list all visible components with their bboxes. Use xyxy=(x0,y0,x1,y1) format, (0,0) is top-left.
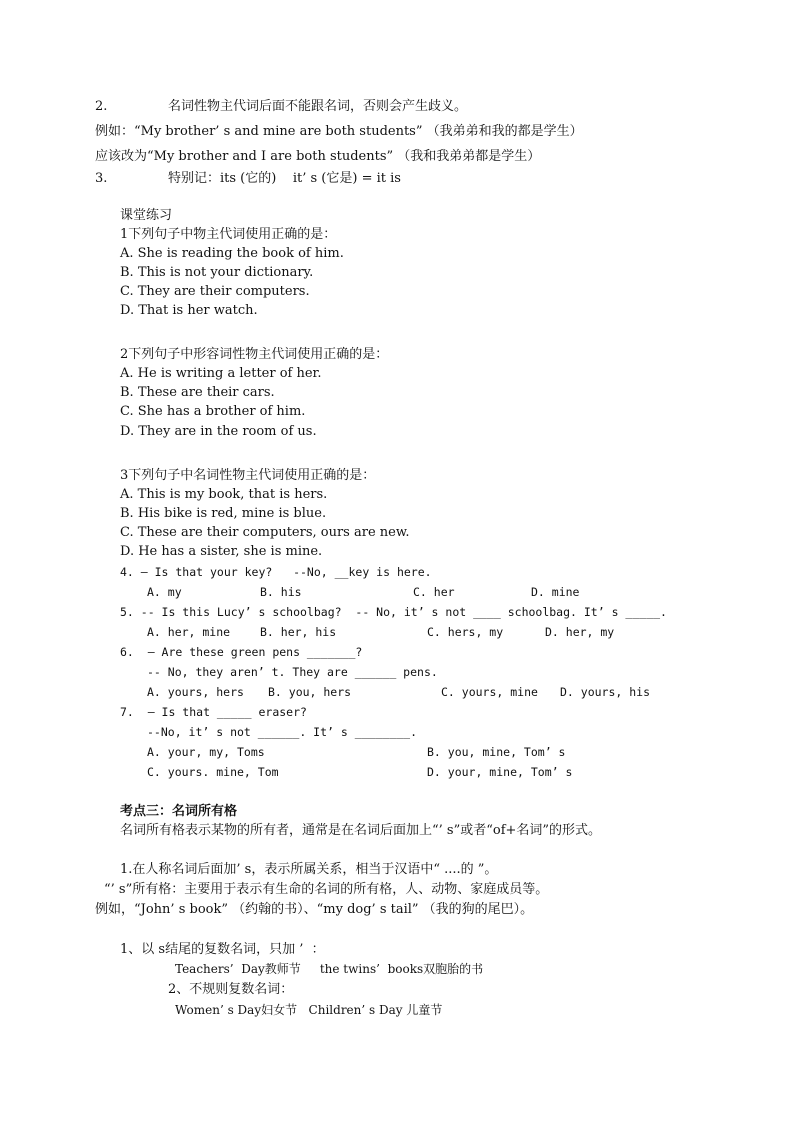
question-6-option-d: D. yours, his xyxy=(560,685,651,699)
question-4-option-d: D. mine xyxy=(531,585,580,599)
question-3-option-b: B. His bike is red, mine is blue. xyxy=(120,506,327,521)
question-3-stem: 3下列句子中名词性物主代词使用正确的是： xyxy=(120,468,376,483)
question-2-option-a: A. He is writing a letter of her. xyxy=(120,366,322,381)
question-6-reply: -- No, they aren’ t. They are ______ pens. xyxy=(147,665,438,679)
question-1-option-a: A. She is reading the book of him. xyxy=(120,246,344,261)
question-6-option-a: A. yours, hers xyxy=(147,685,244,699)
question-2-option-d: D. They are in the room of us. xyxy=(120,424,317,439)
question-2-stem: 2下列句子中形容词性物主代词使用正确的是： xyxy=(120,347,389,362)
question-6-option-b: B. you, hers xyxy=(268,685,352,699)
section-3-rule-1: 1.在人称名词后面加’ s，表示所属关系，相当于汉语中“ ....的 ”。 xyxy=(120,862,498,877)
question-5-option-a: A. her, mine xyxy=(147,625,231,639)
question-7-option-a: A. your, my, Toms xyxy=(147,745,265,759)
question-6-stem: 6. – Are these green pens _______? xyxy=(120,645,363,659)
question-4-option-a: A. my xyxy=(147,585,182,599)
section-3-subrule-2-example: Women’ s Day妇女节 Children’ s Day 儿童节 xyxy=(175,1003,443,1017)
question-7-option-c: C. yours. mine, Tom xyxy=(147,765,279,779)
section-3-title: 考点三：名词所有格 xyxy=(120,804,238,819)
question-4-stem: 4. — Is that your key? --No, __key is here. xyxy=(120,565,432,579)
correction-line: 应该改为“My brother and I are both students” （我和我弟弟都是学生） xyxy=(95,149,541,164)
section-3-intro: 名词所有格表示某物的所有者，通常是在名词后面加上“’ s”或者“of+名词”的形式。 xyxy=(120,823,602,838)
section-3-subrule-2: 2、不规则复数名词： xyxy=(168,982,294,997)
question-7-reply: --No, it’ s not ______. It’ s ________. xyxy=(147,725,418,739)
question-5-option-c: C. hers, my xyxy=(427,625,504,639)
practice-title: 课堂练习 xyxy=(120,208,173,223)
question-4-option-c: C. her xyxy=(413,585,455,599)
question-1-option-d: D. That is her watch. xyxy=(120,303,258,318)
point-2-number: 2. xyxy=(95,99,108,114)
section-3-example: 例如，“John’ s book” （约翰的书）、“my dog’ s tail” （我的狗的尾巴）。 xyxy=(95,902,534,917)
question-7-stem: 7. – Is that _____ eraser? xyxy=(120,705,307,719)
question-5-option-b: B. her, his xyxy=(260,625,337,639)
point-3-number: 3. xyxy=(95,171,108,186)
question-3-option-a: A. This is my book, that is hers. xyxy=(120,487,328,502)
section-3-subrule-1-example: Teachers’ Day教师节 the twins’ books双胞胎的书 xyxy=(175,962,484,976)
question-7-option-d: D. your, mine, Tom’ s xyxy=(427,765,573,779)
section-3-rule-1-desc: “’ s”所有格：主要用于表示有生命的名词的所有格，人、动物、家庭成员等。 xyxy=(104,882,549,897)
question-1-option-b: B. This is not your dictionary. xyxy=(120,265,314,280)
question-5-stem: 5. -- Is this Lucy’ s schoolbag? -- No, it’ s not ____ schoolbag. It’ s _____. xyxy=(120,605,667,619)
example-line: 例如：“My brother’ s and mine are both students” （我弟弟和我的都是学生） xyxy=(95,124,583,139)
question-1-option-c: C. They are their computers. xyxy=(120,284,310,299)
question-6-option-c: C. yours, mine xyxy=(441,685,538,699)
question-4-option-b: B. his xyxy=(260,585,302,599)
point-3-text: 特别记：its (它的) it’ s (它是) = it is xyxy=(168,171,401,186)
question-5-option-d: D. her, my xyxy=(545,625,615,639)
question-3-option-d: D. He has a sister, she is mine. xyxy=(120,544,323,559)
question-7-option-b: B. you, mine, Tom’ s xyxy=(427,745,566,759)
question-1-stem: 1下列句子中物主代词使用正确的是： xyxy=(120,227,337,242)
section-3-subrule-1: 1、以 s结尾的复数名词，只加 ’ ： xyxy=(120,942,325,957)
question-2-option-c: C. She has a brother of him. xyxy=(120,404,306,419)
question-2-option-b: B. These are their cars. xyxy=(120,385,275,400)
question-3-option-c: C. These are their computers, ours are new. xyxy=(120,525,410,540)
point-2-text: 名词性物主代词后面不能跟名词，否则会产生歧义。 xyxy=(168,99,468,114)
